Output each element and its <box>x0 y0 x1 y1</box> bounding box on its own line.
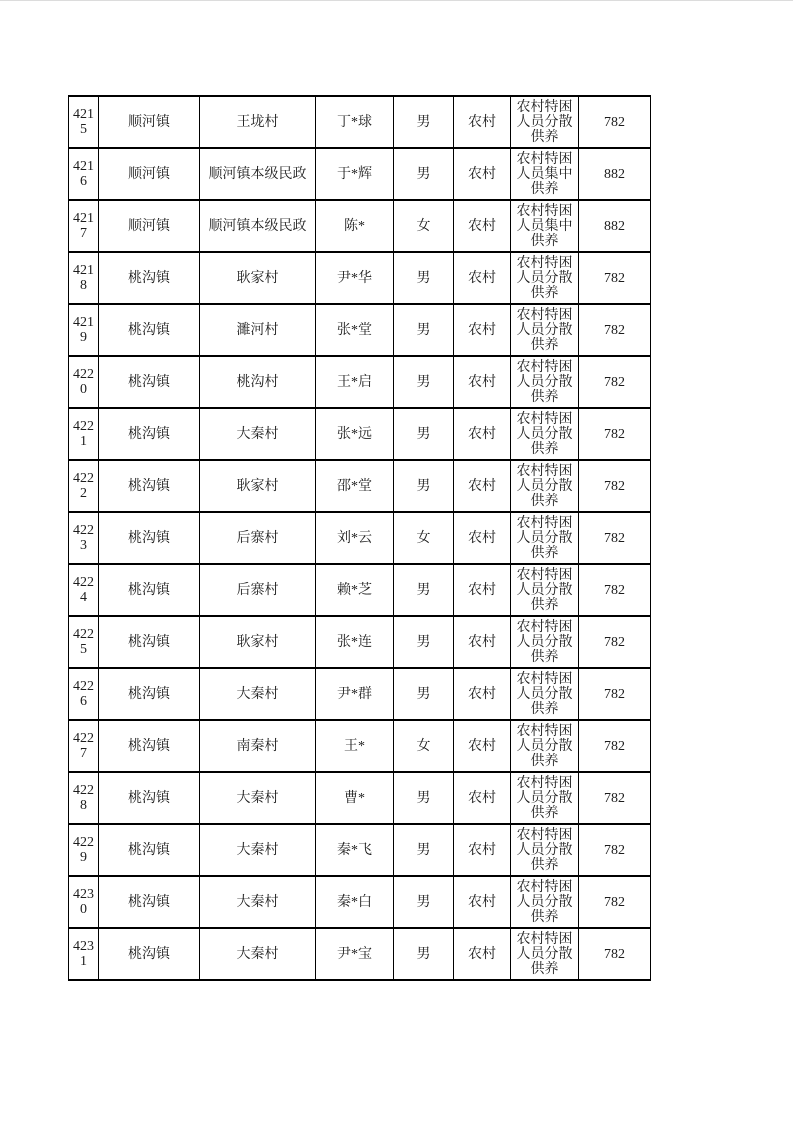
cell-name: 尹*宝 <box>316 928 394 980</box>
table-row <box>69 720 651 772</box>
table-row <box>69 460 651 512</box>
cell-assistance-category: 农村特困人员分散供养 <box>511 928 579 980</box>
cell-assistance-category: 农村特困人员分散供养 <box>511 356 579 408</box>
cell-row-number: 4218 <box>69 252 99 304</box>
cell-name: 张*连 <box>316 616 394 668</box>
cell-assistance-category: 农村特困人员分散供养 <box>511 876 579 928</box>
cell-town: 桃沟镇 <box>99 304 200 356</box>
cell-amount: 782 <box>579 824 651 876</box>
cell-amount: 782 <box>579 356 651 408</box>
cell-assistance-category: 农村特困人员分散供养 <box>511 564 579 616</box>
cell-town: 顺河镇 <box>99 96 200 148</box>
cell-assistance-category: 农村特困人员分散供养 <box>511 252 579 304</box>
cell-name: 秦*飞 <box>316 824 394 876</box>
cell-row-number: 4216 <box>69 148 99 200</box>
cell-town: 桃沟镇 <box>99 408 200 460</box>
cell-amount: 782 <box>579 668 651 720</box>
cell-row-number: 4228 <box>69 772 99 824</box>
cell-gender: 男 <box>394 356 454 408</box>
cell-area-type: 农村 <box>454 876 511 928</box>
cell-village: 顺河镇本级民政 <box>200 200 316 252</box>
table-row <box>69 772 651 824</box>
cell-area-type: 农村 <box>454 928 511 980</box>
cell-gender: 女 <box>394 512 454 564</box>
cell-area-type: 农村 <box>454 304 511 356</box>
cell-village: 桃沟村 <box>200 356 316 408</box>
cell-village: 后寨村 <box>200 512 316 564</box>
cell-village: 濉河村 <box>200 304 316 356</box>
page-top-edge <box>0 0 793 1</box>
cell-amount: 782 <box>579 304 651 356</box>
cell-row-number: 4223 <box>69 512 99 564</box>
table-row <box>69 356 651 408</box>
cell-town: 桃沟镇 <box>99 668 200 720</box>
cell-amount: 782 <box>579 616 651 668</box>
cell-area-type: 农村 <box>454 720 511 772</box>
cell-row-number: 4227 <box>69 720 99 772</box>
cell-gender: 男 <box>394 460 454 512</box>
cell-name: 邵*堂 <box>316 460 394 512</box>
cell-town: 桃沟镇 <box>99 356 200 408</box>
table-body <box>69 96 651 980</box>
cell-town: 桃沟镇 <box>99 564 200 616</box>
cell-area-type: 农村 <box>454 824 511 876</box>
table-row <box>69 148 651 200</box>
cell-area-type: 农村 <box>454 356 511 408</box>
cell-town: 桃沟镇 <box>99 252 200 304</box>
cell-town: 顺河镇 <box>99 200 200 252</box>
cell-gender: 男 <box>394 252 454 304</box>
cell-village: 大秦村 <box>200 928 316 980</box>
cell-area-type: 农村 <box>454 460 511 512</box>
cell-area-type: 农村 <box>454 564 511 616</box>
cell-gender: 男 <box>394 772 454 824</box>
cell-name: 张*远 <box>316 408 394 460</box>
cell-name: 张*堂 <box>316 304 394 356</box>
cell-name: 尹*群 <box>316 668 394 720</box>
cell-row-number: 4229 <box>69 824 99 876</box>
cell-row-number: 4231 <box>69 928 99 980</box>
cell-town: 桃沟镇 <box>99 928 200 980</box>
cell-village: 大秦村 <box>200 668 316 720</box>
table-row <box>69 512 651 564</box>
cell-amount: 782 <box>579 876 651 928</box>
cell-name: 秦*白 <box>316 876 394 928</box>
cell-amount: 782 <box>579 252 651 304</box>
cell-amount: 782 <box>579 460 651 512</box>
cell-assistance-category: 农村特困人员分散供养 <box>511 668 579 720</box>
cell-assistance-category: 农村特困人员集中供养 <box>511 200 579 252</box>
cell-gender: 男 <box>394 616 454 668</box>
cell-row-number: 4219 <box>69 304 99 356</box>
cell-name: 曹* <box>316 772 394 824</box>
cell-gender: 男 <box>394 564 454 616</box>
cell-assistance-category: 农村特困人员分散供养 <box>511 512 579 564</box>
cell-village: 耿家村 <box>200 252 316 304</box>
cell-assistance-category: 农村特困人员分散供养 <box>511 720 579 772</box>
cell-town: 桃沟镇 <box>99 460 200 512</box>
cell-assistance-category: 农村特困人员分散供养 <box>511 824 579 876</box>
cell-village: 王垅村 <box>200 96 316 148</box>
cell-row-number: 4220 <box>69 356 99 408</box>
cell-name: 赖*芝 <box>316 564 394 616</box>
table-row <box>69 252 651 304</box>
cell-area-type: 农村 <box>454 252 511 304</box>
table-row <box>69 408 651 460</box>
cell-row-number: 4221 <box>69 408 99 460</box>
cell-town: 顺河镇 <box>99 148 200 200</box>
cell-row-number: 4222 <box>69 460 99 512</box>
table-row <box>69 564 651 616</box>
cell-gender: 女 <box>394 720 454 772</box>
cell-town: 桃沟镇 <box>99 616 200 668</box>
cell-gender: 男 <box>394 304 454 356</box>
cell-row-number: 4215 <box>69 96 99 148</box>
cell-gender: 男 <box>394 408 454 460</box>
cell-area-type: 农村 <box>454 148 511 200</box>
cell-area-type: 农村 <box>454 408 511 460</box>
cell-amount: 782 <box>579 720 651 772</box>
cell-village: 南秦村 <box>200 720 316 772</box>
cell-town: 桃沟镇 <box>99 876 200 928</box>
cell-assistance-category: 农村特困人员分散供养 <box>511 408 579 460</box>
cell-gender: 男 <box>394 876 454 928</box>
cell-gender: 男 <box>394 148 454 200</box>
cell-village: 大秦村 <box>200 772 316 824</box>
cell-gender: 男 <box>394 668 454 720</box>
cell-assistance-category: 农村特困人员集中供养 <box>511 148 579 200</box>
cell-amount: 882 <box>579 148 651 200</box>
cell-area-type: 农村 <box>454 512 511 564</box>
cell-assistance-category: 农村特困人员分散供养 <box>511 96 579 148</box>
cell-village: 后寨村 <box>200 564 316 616</box>
cell-town: 桃沟镇 <box>99 512 200 564</box>
cell-name: 刘*云 <box>316 512 394 564</box>
cell-gender: 女 <box>394 200 454 252</box>
table-row <box>69 304 651 356</box>
cell-amount: 782 <box>579 564 651 616</box>
cell-area-type: 农村 <box>454 772 511 824</box>
table-row <box>69 876 651 928</box>
cell-village: 大秦村 <box>200 408 316 460</box>
cell-village: 耿家村 <box>200 616 316 668</box>
cell-village: 耿家村 <box>200 460 316 512</box>
cell-town: 桃沟镇 <box>99 720 200 772</box>
cell-area-type: 农村 <box>454 200 511 252</box>
table-row <box>69 616 651 668</box>
cell-name: 丁*球 <box>316 96 394 148</box>
cell-row-number: 4217 <box>69 200 99 252</box>
table-row <box>69 668 651 720</box>
table-row <box>69 824 651 876</box>
cell-area-type: 农村 <box>454 96 511 148</box>
cell-amount: 882 <box>579 200 651 252</box>
table-row <box>69 200 651 252</box>
cell-assistance-category: 农村特困人员分散供养 <box>511 772 579 824</box>
cell-gender: 男 <box>394 96 454 148</box>
cell-town: 桃沟镇 <box>99 824 200 876</box>
cell-village: 大秦村 <box>200 876 316 928</box>
cell-amount: 782 <box>579 408 651 460</box>
cell-row-number: 4225 <box>69 616 99 668</box>
cell-amount: 782 <box>579 772 651 824</box>
cell-name: 王*启 <box>316 356 394 408</box>
cell-assistance-category: 农村特困人员分散供养 <box>511 616 579 668</box>
cell-name: 陈* <box>316 200 394 252</box>
cell-amount: 782 <box>579 96 651 148</box>
cell-row-number: 4230 <box>69 876 99 928</box>
table-row <box>69 96 651 148</box>
cell-row-number: 4224 <box>69 564 99 616</box>
cell-assistance-category: 农村特困人员分散供养 <box>511 304 579 356</box>
cell-name: 王* <box>316 720 394 772</box>
cell-amount: 782 <box>579 512 651 564</box>
cell-assistance-category: 农村特困人员分散供养 <box>511 460 579 512</box>
cell-name: 于*辉 <box>316 148 394 200</box>
cell-village: 顺河镇本级民政 <box>200 148 316 200</box>
cell-amount: 782 <box>579 928 651 980</box>
cell-village: 大秦村 <box>200 824 316 876</box>
cell-area-type: 农村 <box>454 668 511 720</box>
cell-area-type: 农村 <box>454 616 511 668</box>
cell-name: 尹*华 <box>316 252 394 304</box>
cell-gender: 男 <box>394 824 454 876</box>
table-row <box>69 928 651 980</box>
welfare-recipients-table <box>68 95 651 981</box>
cell-gender: 男 <box>394 928 454 980</box>
cell-row-number: 4226 <box>69 668 99 720</box>
cell-town: 桃沟镇 <box>99 772 200 824</box>
